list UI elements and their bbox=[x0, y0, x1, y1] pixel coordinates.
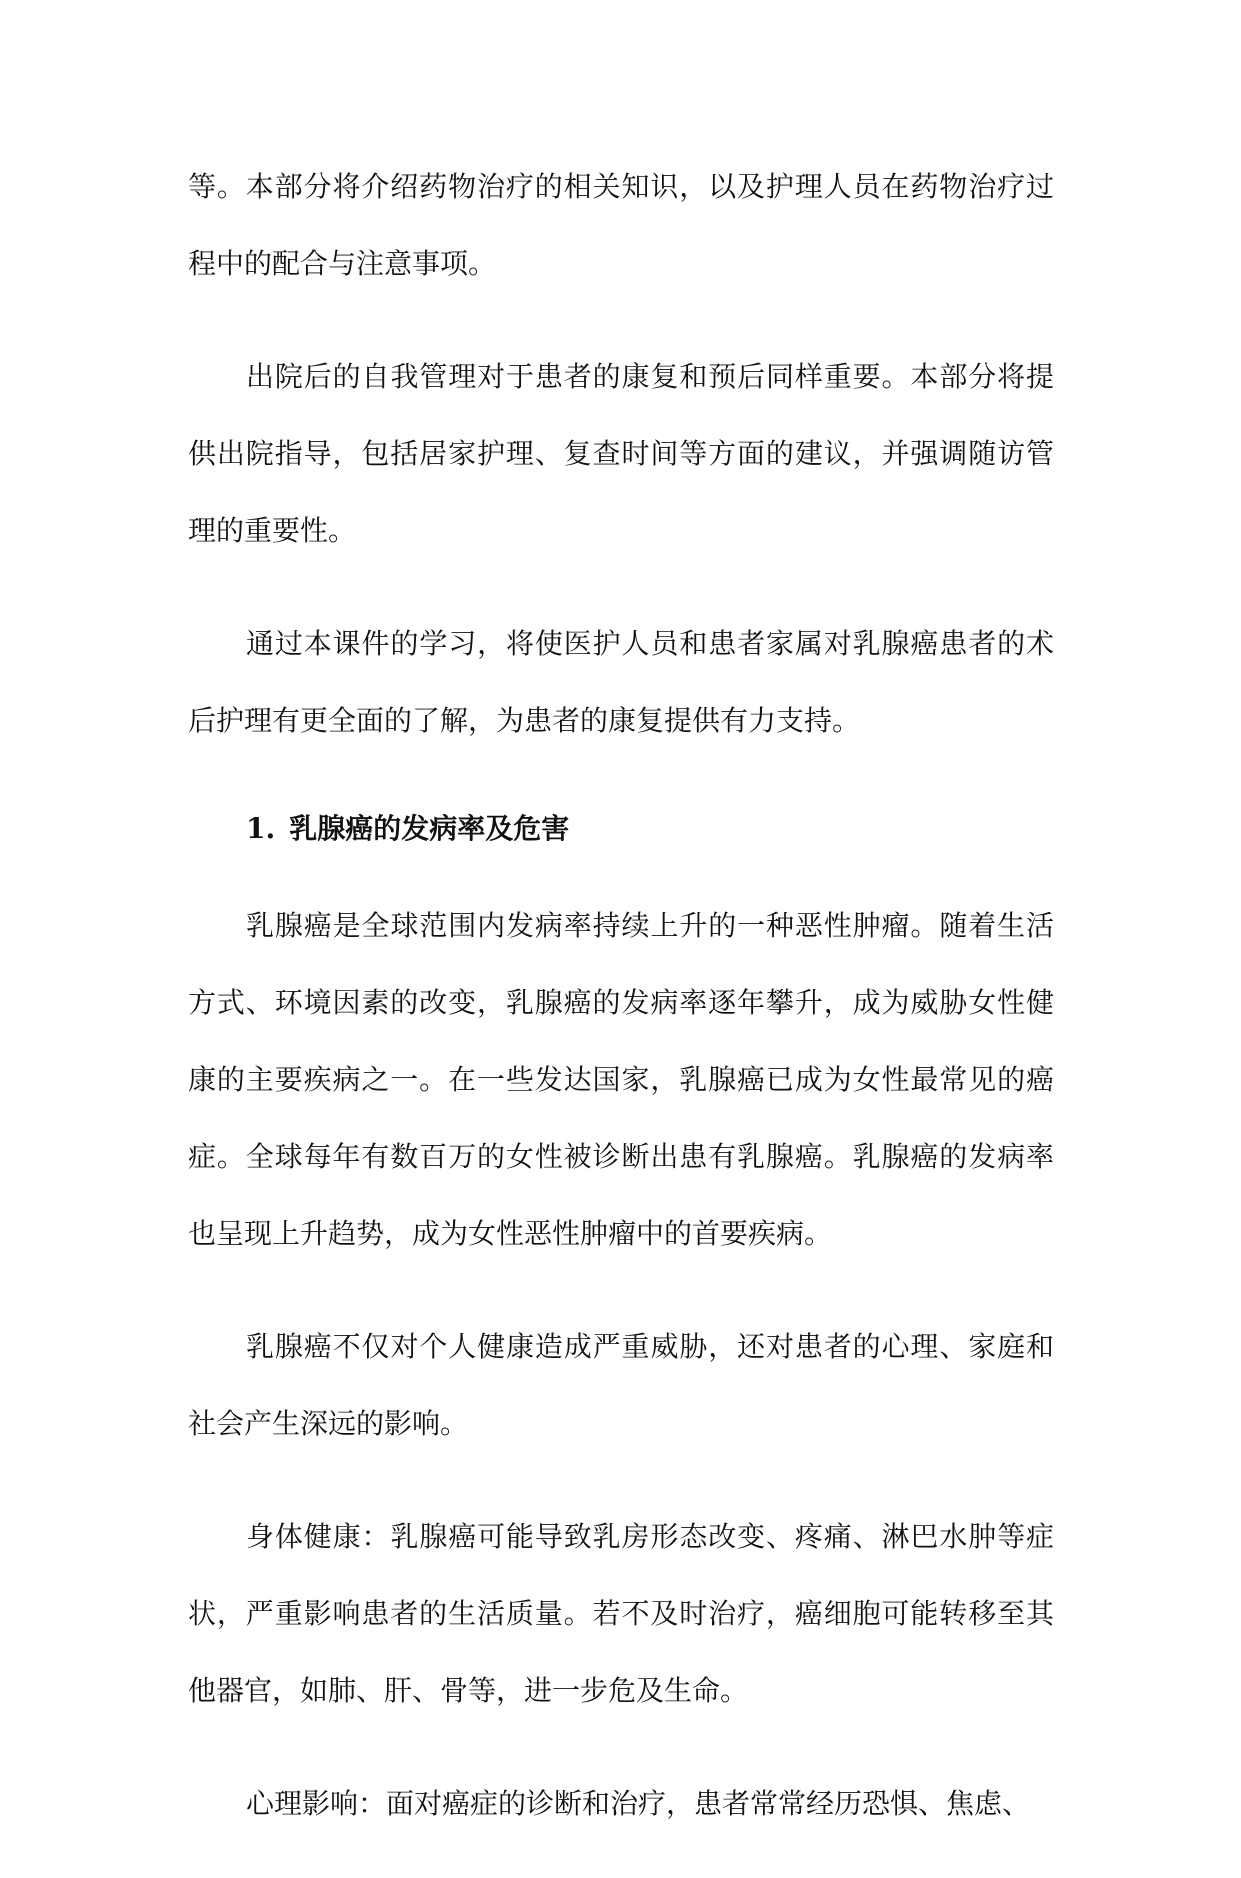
paragraph-continuation: 等。本部分将介绍药物治疗的相关知识，以及护理人员在药物治疗过程中的配合与注意事项。 bbox=[188, 170, 1054, 280]
paragraph-impact: 乳腺癌不仅对个人健康造成严重威胁，还对患者的心理、家庭和社会产生深远的影响。 bbox=[188, 1330, 1054, 1440]
paragraph-physical-health: 身体健康：乳腺癌可能导致乳房形态改变、疼痛、淋巴水肿等症状，严重影响患者的生活质量。若不及时治疗，癌细胞可能转移至其他器官，如肺、肝、骨等，进一步危及生命。 bbox=[188, 1520, 1054, 1707]
paragraph-incidence: 乳腺癌是全球范围内发病率持续上升的一种恶性肿瘤。随着生活方式、环境因素的改变，乳腺癌的发病率逐年攀升，成为威胁女性健康的主要疾病之一。在一些发达国家，乳腺癌已成为女性最常见的癌症。全球每年有数百万的女性被诊断出患有乳腺癌。乳腺癌的发病率也呈现上升趋势，成为女性恶性肿瘤中的首要疾病。 bbox=[188, 909, 1054, 1250]
section-heading bbox=[188, 809, 1054, 849]
paragraph-course-summary: 通过本课件的学习，将使医护人员和患者家属对乳腺癌患者的术后护理有更全面的了解，为患者的康复提供有力支持。 bbox=[188, 627, 1054, 737]
paragraph-discharge-guidance: 出院后的自我管理对于患者的康复和预后同样重要。本部分将提供出院指导，包括居家护理、复查时间等方面的建议，并强调随访管理的重要性。 bbox=[188, 360, 1054, 547]
section-number: 1. bbox=[246, 812, 276, 845]
paragraph-psychological-impact: 心理影响：面对癌症的诊断和治疗，患者常常经历恐惧、焦虑、 bbox=[246, 1787, 1031, 1820]
document-page bbox=[188, 148, 1054, 1878]
section-title: 乳腺癌的发病率及危害 bbox=[289, 812, 570, 845]
